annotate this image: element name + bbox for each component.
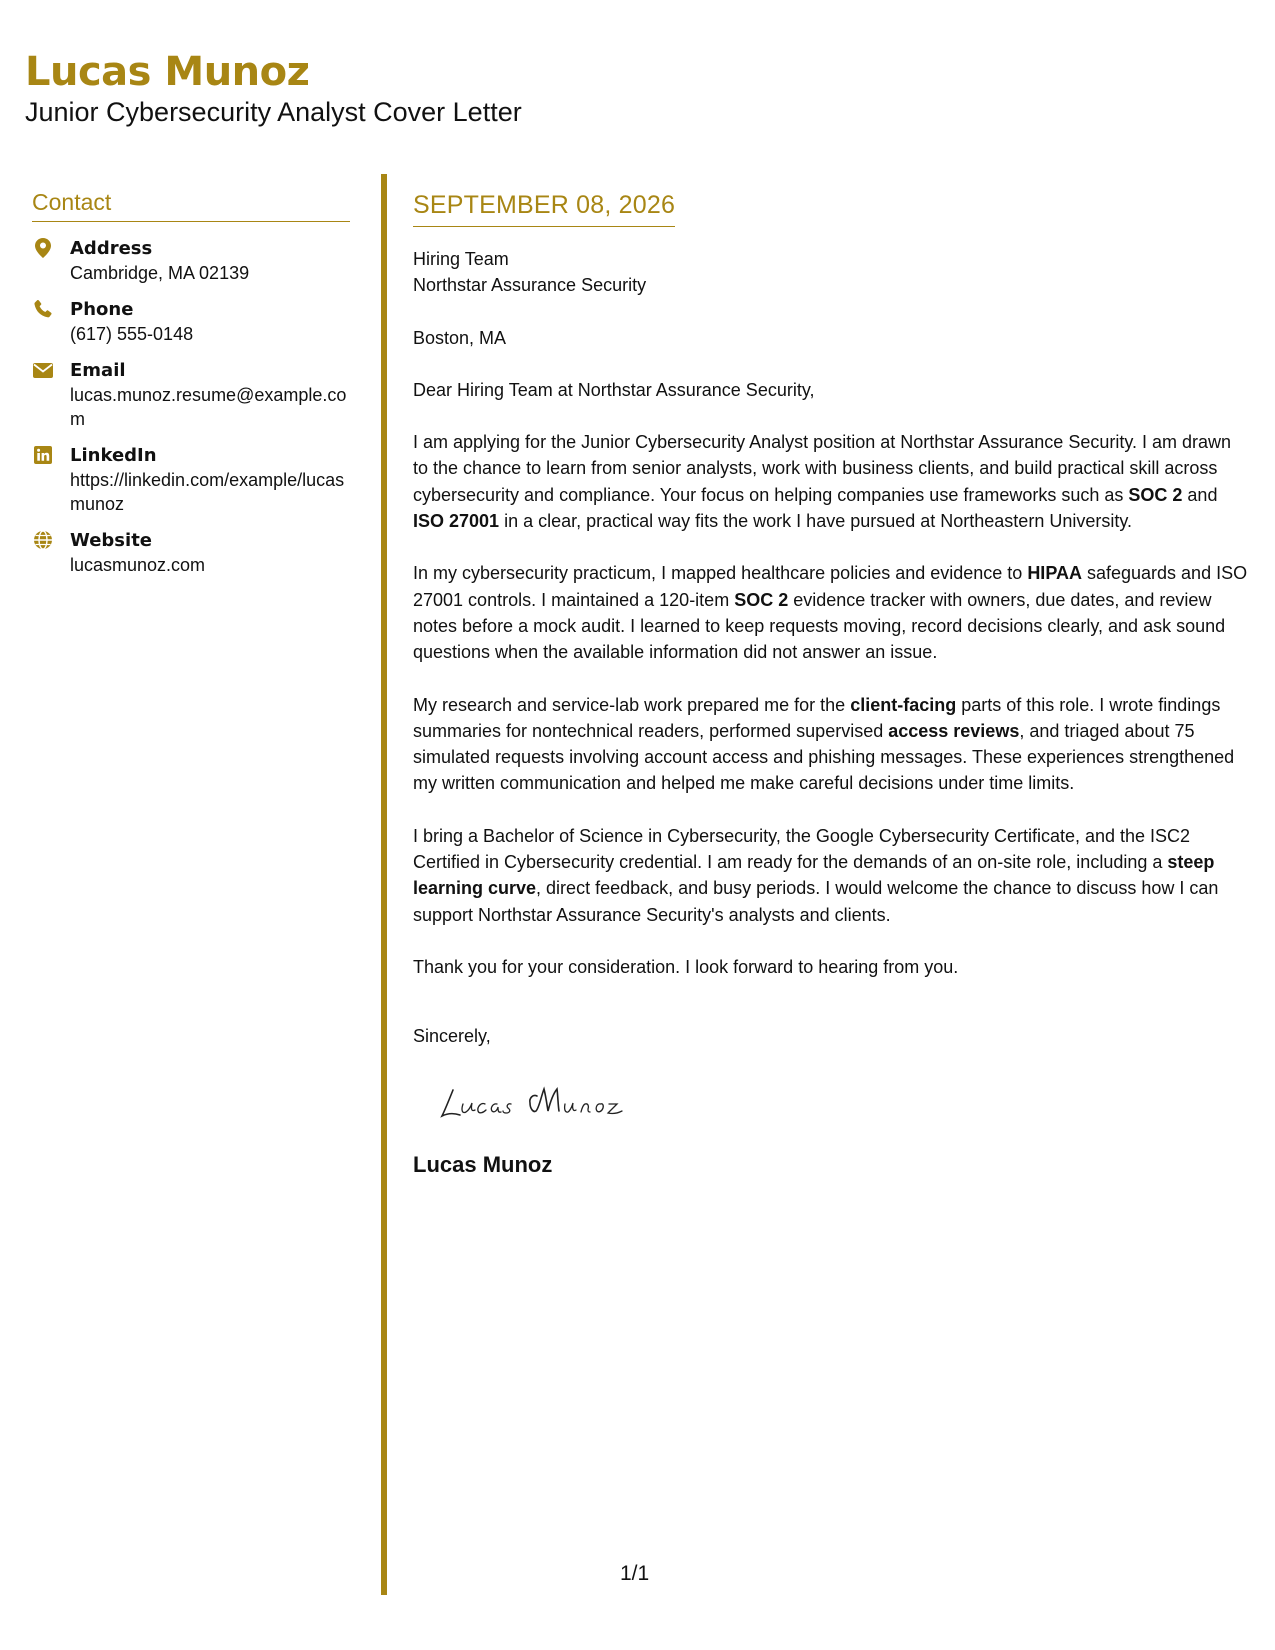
signer-name: Lucas Munoz — [413, 1151, 553, 1177]
map-pin-icon — [32, 237, 54, 259]
contact-label: LinkedIn — [70, 445, 157, 466]
paragraph-thanks: Thank you for your consideration. I look forward to hearing from you. — [413, 956, 959, 977]
contact-item-phone — [32, 297, 350, 346]
recipient-location: Boston, MA — [413, 327, 507, 348]
contact-item-website — [32, 528, 350, 577]
salutation: Dear Hiring Team at Northstar Assurance Security, — [413, 379, 815, 400]
paragraph-research: My research and service-lab work prepared me for the client-facing parts of this role. I wrote findings summaries for nontechnical readers, performed supervised access reviews, and triaged about 75 simulated requests involving account access and phishing messages. These experiences strengthened my written communication and helped me make careful decisions under time limits. — [413, 694, 1235, 794]
envelope-icon — [32, 359, 54, 381]
contact-value: lucasmunoz.com — [70, 555, 206, 575]
paragraph-qualifications: I bring a Bachelor of Science in Cybersecurity, the Google Cybersecurity Certificate, and the ISC2 Certified in Cybersecurity credential. I am ready for the demands of an on-site role, including a steep learning curve, direct feedback, and busy periods. I would welcome the chance to discuss how I can support Northstar Assurance Security's analysts and clients. — [413, 825, 1219, 925]
contact-list — [32, 236, 350, 577]
letter-body — [413, 190, 1248, 1179]
applicant-name: Lucas Munoz — [25, 49, 310, 95]
recipient-block — [413, 246, 1248, 299]
contact-item-address — [32, 236, 350, 285]
paragraph-practicum: In my cybersecurity practicum, I mapped healthcare policies and evidence to HIPAA safeguards and ISO 27001 controls. I maintained a 120-item SOC 2 evidence tracker with owners, due dates, and review notes before a mock audit. I learned to keep requests moving, record decisions clearly, and ask sound questions when the available information did not answer an issue. — [413, 563, 1248, 663]
contact-heading: Contact — [32, 188, 350, 222]
contact-item-email — [32, 358, 350, 431]
recipient-company: Northstar Assurance Security — [413, 275, 647, 296]
phone-icon — [32, 298, 54, 320]
closing: Sincerely, — [413, 1026, 491, 1047]
globe-icon — [32, 529, 54, 551]
contact-value: (617) 555-0148 — [70, 324, 194, 344]
letter-header — [25, 48, 522, 128]
column-divider — [381, 174, 387, 1595]
contact-value: Cambridge, MA 02139 — [70, 263, 250, 283]
paragraph-intro: I am applying for the Junior Cybersecurity Analyst position at Northstar Assurance Security. I am drawn to the chance to learn from senior analysts, work with business clients, and build practical skill across cybersecurity and compliance. Your focus on helping companies use frameworks such as SOC 2 and ISO 27001 in a clear, practical way fits the work I have pursued at Northeastern University. — [413, 432, 1232, 532]
contact-label: Website — [70, 530, 153, 551]
letter-date: SEPTEMBER 08, 2026 — [413, 190, 675, 227]
handwritten-signature — [439, 1080, 1248, 1128]
linkedin-icon — [32, 444, 54, 466]
contact-sidebar — [32, 188, 350, 589]
contact-label: Address — [70, 238, 153, 259]
contact-label: Phone — [70, 299, 134, 320]
contact-item-linkedin — [32, 443, 350, 516]
document-title: Junior Cybersecurity Analyst Cover Letter — [25, 97, 522, 127]
contact-value: lucas.munoz.resume@example.com — [70, 385, 347, 429]
recipient-name: Hiring Team — [413, 249, 509, 269]
contact-label: Email — [70, 360, 126, 381]
page-number: 1/1 — [620, 1562, 650, 1585]
contact-value: https://linkedin.com/example/lucasmunoz — [70, 470, 345, 514]
